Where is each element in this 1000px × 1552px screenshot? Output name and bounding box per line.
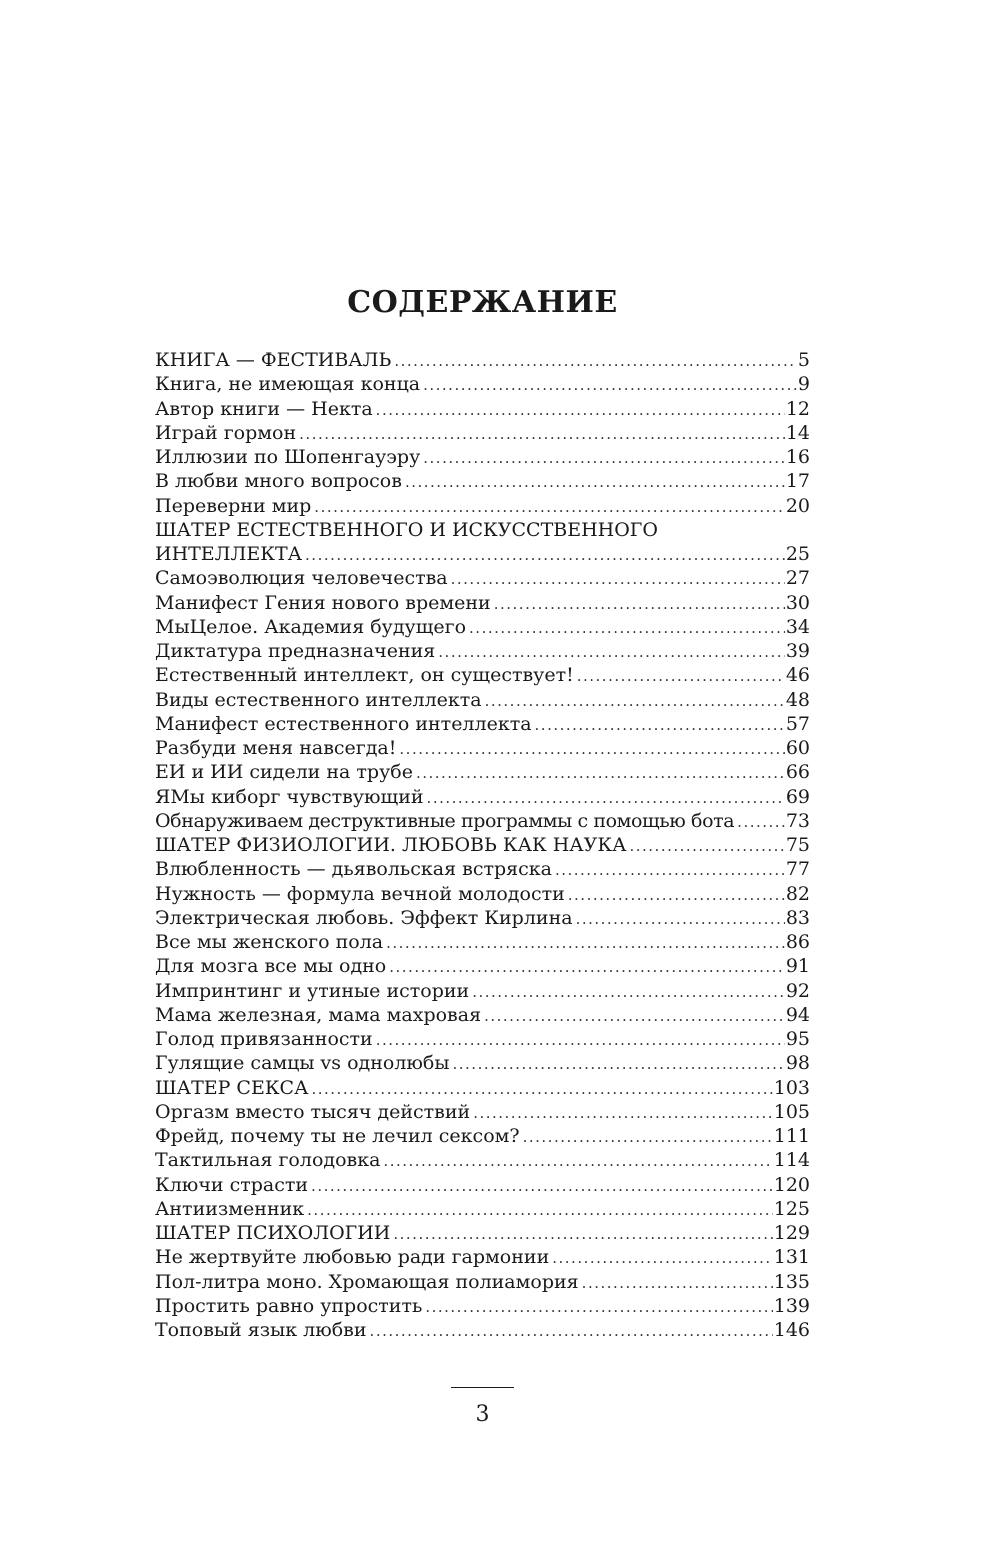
toc-leader-dots [484,1004,785,1028]
toc-entry-title: Электрическая любовь. Эффект Кирлина [155,906,573,929]
toc-entry-page: 12 [785,397,810,420]
toc-entry-page: 30 [785,591,810,614]
toc-entry-title: Переверни мир [155,494,312,517]
toc-leader-dots [523,1125,773,1149]
toc-entry [155,760,810,784]
toc-entry-title: Все мы женского пола [155,931,384,953]
toc-leader-dots [472,980,785,1004]
toc-entry [155,1245,810,1269]
toc-entry-title: Не жертвуйте любовью ради гармонии [155,1246,550,1269]
toc-entry-title: Играй гормон [155,421,297,444]
toc-entry [155,1003,810,1027]
toc-leader-dots [577,664,785,688]
toc-entry-title: Манифест Гения нового времени [155,591,491,614]
toc-entry [155,930,810,954]
toc-entry-page: 57 [785,712,810,735]
toc-entry [155,1221,810,1245]
toc-leader-dots [438,640,785,664]
toc-entry-page: 75 [785,834,810,856]
toc-leader-dots [737,810,785,834]
toc-entry-page: 94 [785,1003,810,1026]
toc-entry-title: Ключи страсти [155,1173,309,1196]
toc-entry [155,421,810,445]
toc-entry-title: ШАТЕР ФИЗИОЛОГИИ. ЛЮБОВЬ КАК НАУКА [155,834,627,856]
toc-entry-page: 25 [785,543,810,565]
toc-entry-title: Импринтинг и утиные истории [155,979,470,1002]
toc-entry-page: 16 [785,446,810,468]
toc-entry [155,785,810,809]
toc-entry-title: КНИГА — ФЕСТИВАЛЬ [155,349,392,371]
toc-leader-dots [427,786,785,810]
toc-leader-dots [314,495,785,519]
toc-leader-dots [399,737,784,761]
toc-entry-page: 34 [785,615,810,638]
toc-entry-page: 60 [785,737,810,759]
toc-leader-dots [423,446,785,470]
toc-entry-title: ЕИ и ИИ сидели на трубе [155,761,413,784]
toc-entry-title: Виды естественного интеллекта [155,688,482,711]
toc-entry [155,639,810,663]
toc-leader-dots [383,1149,772,1173]
toc-leader-dots [311,1174,773,1198]
toc-leader-dots [485,689,785,713]
toc-entry-title: ШАТЕР СЕКСА [155,1076,309,1099]
toc-section-heading [155,518,810,567]
toc-leader-dots [552,1246,772,1270]
toc-entry-page: 46 [785,664,810,687]
toc-entry [155,1124,810,1148]
page-number: 3 [475,1402,490,1427]
toc-entry-title: Нужность — формула вечной молодости [155,882,565,905]
toc-entry-page: 146 [773,1319,810,1341]
toc-entry-page: 66 [785,761,810,784]
toc-entry [155,566,810,590]
toc-entry-title: ШАТЕР ПСИХОЛОГИИ [155,1222,391,1244]
toc-entry-title: Манифест естественного интеллекта [155,712,532,735]
toc-entry-page: 27 [785,567,810,590]
toc-entry-title: Книга, не имеющая конца [155,373,421,396]
toc-leader-dots [535,713,785,737]
toc-entry [155,979,810,1003]
toc-leader-dots [473,1101,773,1125]
toc-entry-page: 77 [785,858,810,881]
toc-entry [155,906,810,930]
toc-entry-page: 73 [785,809,810,832]
toc-leader-dots [629,834,784,858]
toc-entry-page: 125 [773,1197,810,1220]
toc-leader-dots [555,858,785,882]
toc-entry-page: 98 [785,1052,810,1075]
toc-entry-title: Пол-литра моно. Хромающая полиамория [155,1270,579,1293]
toc-leader-dots [568,883,785,907]
toc-entry-title: Обнаруживаем деструктивные программы с помощью бота [155,809,735,832]
toc-entry-title: Естественный интеллект, он существует! [155,664,574,687]
toc-entry-page: 17 [785,470,810,493]
toc-entry-page: 139 [773,1294,810,1317]
toc-leader-dots [305,543,785,567]
toc-entry-page: 39 [785,640,810,662]
toc-leader-dots [494,592,785,616]
toc-entry-page: 129 [773,1222,810,1244]
toc-entry [155,882,810,906]
toc-entry-page: 69 [785,785,810,808]
toc-leader-dots [576,907,785,931]
toc-entry-title: ИНТЕЛЛЕКТА [155,543,303,565]
toc-leader-dots [405,470,785,494]
toc-entry-page: 20 [785,494,810,517]
toc-entry-page: 82 [785,882,810,905]
toc-leader-dots [453,1052,785,1076]
toc-entry [155,1270,810,1294]
toc-entry-title: Топовый язык любви [155,1319,367,1341]
toc-entry-title: Оргазм вместо тысяч действий [155,1100,471,1123]
toc-entry [155,663,810,687]
toc-entry-title: Разбуди меня навсегда! [155,737,397,759]
toc-entry [155,688,810,712]
toc-leader-dots [451,567,785,591]
toc-entry [155,809,810,833]
toc-entry [155,1318,810,1342]
toc-entry-page: 103 [773,1076,810,1099]
toc-entry [155,1076,810,1100]
toc-entry [155,833,810,857]
toc-leader-dots [416,761,785,785]
toc-entry [155,1197,810,1221]
toc-entry-title: Диктатура предназначения [155,640,436,662]
toc-entry-title: МыЦелое. Академия будущего [155,615,467,638]
toc-leader-dots [423,373,797,397]
toc-entry-page: 111 [773,1125,810,1147]
toc-entry-page: 83 [785,906,810,929]
toc-leader-dots [394,349,797,373]
toc-leader-dots [389,955,785,979]
toc-leader-dots [393,1222,772,1246]
toc-entry [155,1027,810,1051]
footer-rule [451,1387,514,1388]
toc-entry [155,1100,810,1124]
toc-leader-dots [376,1028,785,1052]
toc-entry-title: Простить равно упростить [155,1294,423,1317]
toc-entry [155,372,810,396]
toc-leader-dots [582,1271,773,1295]
toc-leader-dots [299,422,785,446]
toc-entry [155,954,810,978]
toc-entry-page: 114 [773,1149,810,1172]
toc-entry [155,1294,810,1318]
toc-entry-title: Влюбленность — дьявольская встряска [155,858,552,881]
page-title: СОДЕРЖАНИЕ [347,285,618,320]
toc-entry-title: Иллюзии по Шопенгауэру [155,446,421,468]
toc-leader-dots [386,931,785,955]
toc-entry-title: Самоэволюция человечества [155,567,448,590]
toc-entry-page: 5 [797,349,810,371]
toc-entry [155,1173,810,1197]
toc-leader-dots [370,1319,773,1343]
toc-entry-title: Гулящие самцы vs однолюбы [155,1052,450,1075]
toc-leader-dots [311,1077,772,1101]
toc-entry-title: Голод привязанности [155,1028,373,1050]
toc-entry-page: 135 [773,1270,810,1293]
toc-entry-page: 91 [785,955,810,978]
toc-entry-title: Антиизменник [155,1197,305,1220]
toc-entry [155,494,810,518]
toc-entry [155,712,810,736]
toc-entry [155,736,810,760]
toc-entry-title: Для мозга все мы одно [155,955,387,978]
toc-leader-dots [469,616,785,640]
toc-leader-dots [425,1295,772,1319]
toc-entry-page: 105 [773,1100,810,1123]
toc-entry [155,445,810,469]
toc-entry-page: 95 [785,1028,810,1050]
toc-entry [155,857,810,881]
toc-entry-title: Фрейд, почему ты не лечил сексом? [155,1125,520,1147]
toc-entry-title: Автор книги — Некта [155,397,373,420]
toc-entry [155,1051,810,1075]
toc-leader-dots [376,398,785,422]
toc-entry [155,469,810,493]
table-of-contents [155,348,810,1342]
toc-entry [155,615,810,639]
toc-entry [155,397,810,421]
toc-entry-page: 92 [785,979,810,1002]
toc-entry [155,1148,810,1172]
toc-entry-title: ЯМы киборг чувствующий [155,785,424,808]
toc-entry-title: Мама железная, мама махровая [155,1003,482,1026]
toc-entry-page: 9 [797,373,810,396]
toc-entry [155,591,810,615]
toc-entry [155,348,810,372]
toc-entry-page: 131 [773,1246,810,1269]
toc-entry-page: 14 [785,421,810,444]
toc-entry-title: В любви много вопросов [155,470,402,493]
toc-entry-title: Тактильная голодовка [155,1149,381,1172]
toc-entry-page: 48 [785,688,810,711]
toc-entry-title-line1: ШАТЕР ЕСТЕСТВЕННОГО И ИСКУССТВЕННОГО [155,518,658,541]
toc-entry-page: 120 [773,1173,810,1196]
toc-entry [155,542,810,566]
toc-entry-page: 86 [785,931,810,953]
toc-leader-dots [307,1198,773,1222]
